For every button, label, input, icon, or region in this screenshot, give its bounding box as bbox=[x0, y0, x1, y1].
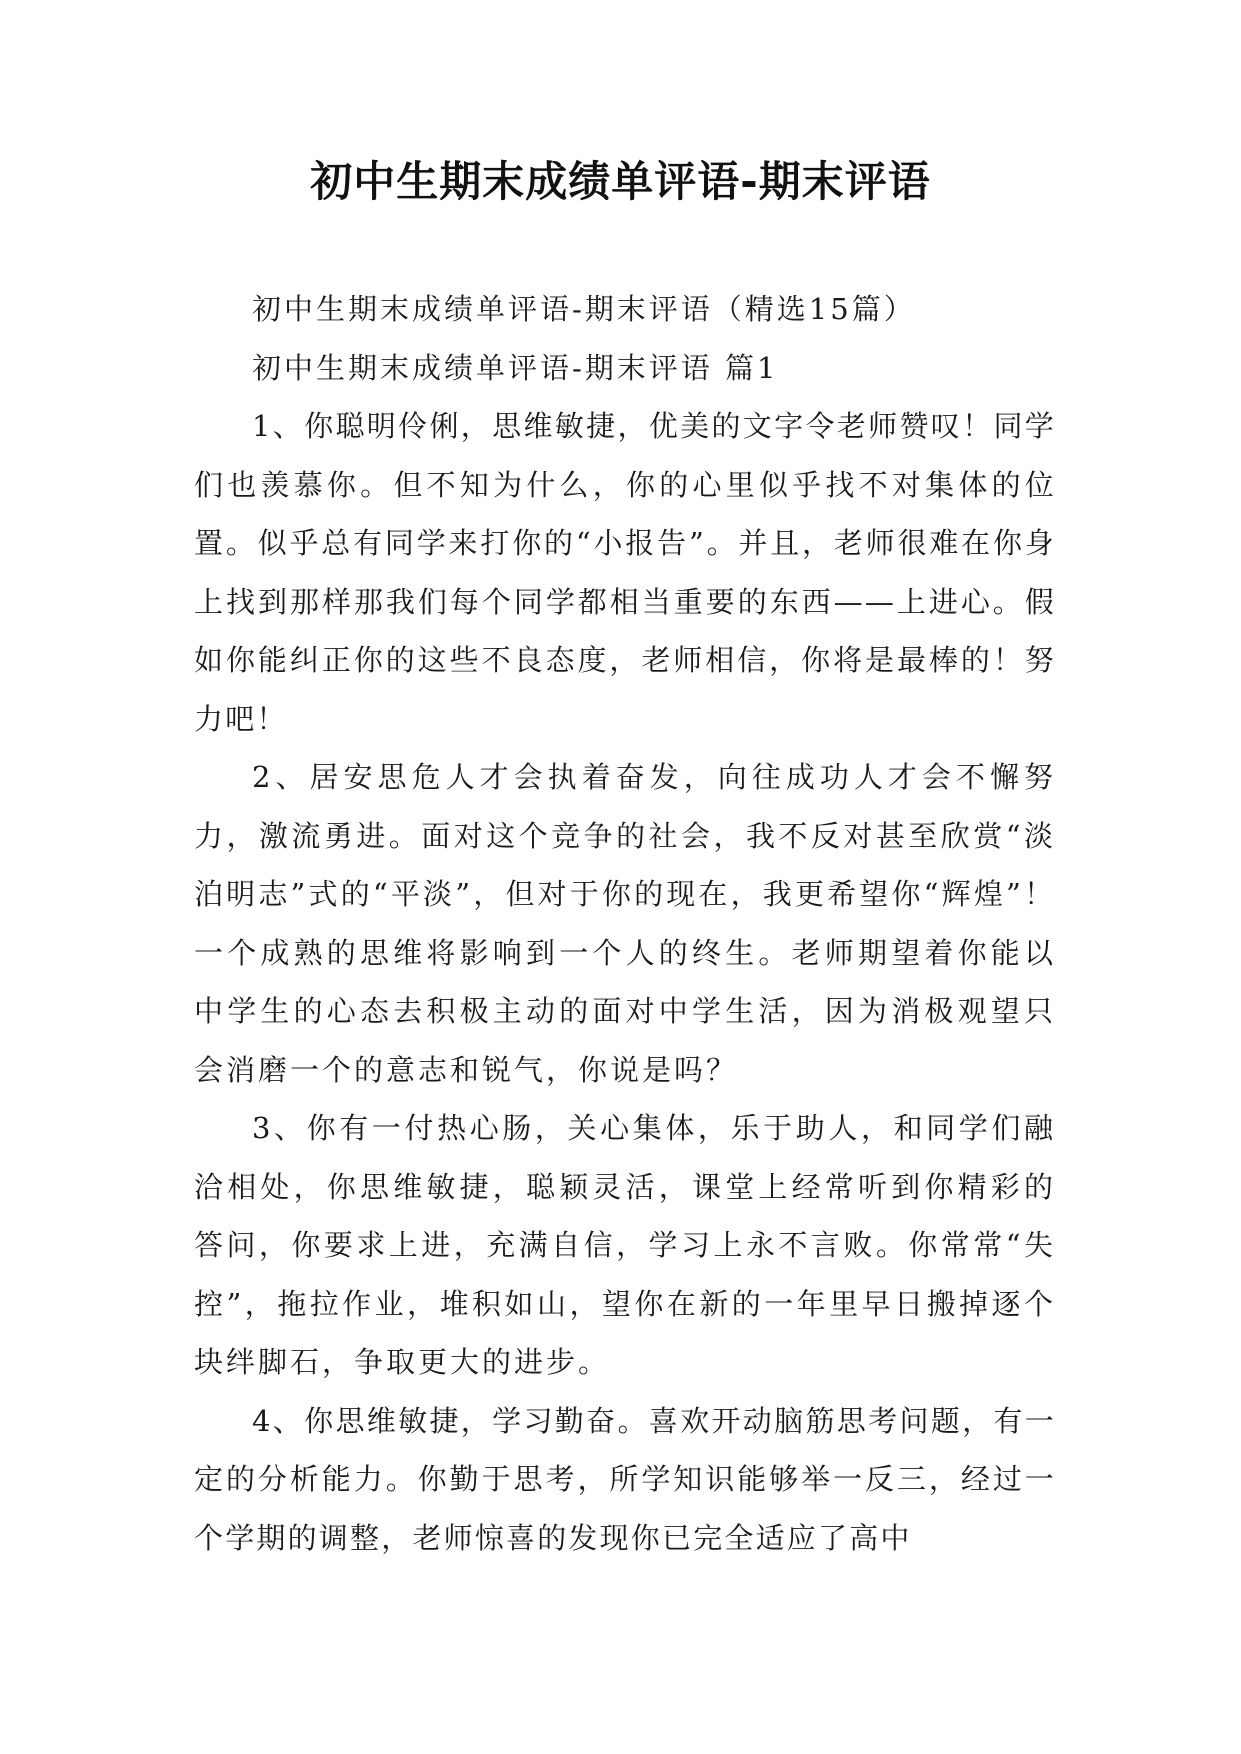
document-subtitle: 初中生期末成绩单评语-期末评语（精选15篇） bbox=[252, 292, 916, 326]
document-title: 初中生期末成绩单评语-期末评语 bbox=[310, 157, 931, 206]
comment-paragraph-2: 2、居安思危人才会执着奋发，向往成功人才会不懈努力，激流勇进。面对这个竞争的社会，我不反对甚至欣赏“淡泊明志”式的“平淡”，但对于你的现在，我更希望你“辉煌”！一个成熟的思维将影响到一个人的终生。老师期望着你能以中学生的心态去积极主动的面对中学生活，因为消极观望只会消磨一个的意志和锐气，你说是吗？ bbox=[194, 760, 1056, 1087]
comment-paragraph-3: 3、你有一付热心肠，关心集体，乐于助人，和同学们融洽相处，你思维敏捷，聪颖灵活，课堂上经常听到你精彩的答问，你要求上进，充满自信，学习上永不言败。你常常“失控”，拖拉作业，堆积如山，望你在新的一年里早日搬掉逐个块绊脚石，争取更大的进步。 bbox=[194, 1111, 1056, 1379]
comment-paragraph-4: 4、你思维敏捷，学习勤奋。喜欢开动脑筋思考问题，有一定的分析能力。你勤于思考，所学知识能够举一反三，经过一个学期的调整，老师惊喜的发现你已完全适应了高中 bbox=[194, 1403, 1056, 1555]
document-body bbox=[194, 280, 1056, 1567]
section-heading: 初中生期末成绩单评语-期末评语 篇1 bbox=[252, 350, 779, 385]
comment-paragraph-1: 1、你聪明伶俐，思维敏捷，优美的文字令老师赞叹！同学们也羡慕你。但不知为什么，你的心里似乎找不对集体的位置。似乎总有同学来打你的“小报告”。并且，老师很难在你身上找到那样那我们每个同学都相当重要的东西——上进心。假如你能纠正你的这些不良态度，老师相信，你将是最棒的！努力吧！ bbox=[194, 409, 1056, 736]
